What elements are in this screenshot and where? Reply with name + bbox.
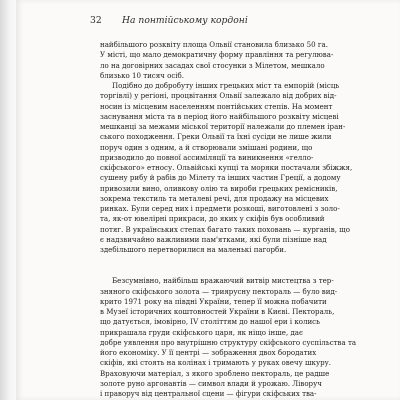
text-line: прикрашала груди скіфського царя, як ніщо інше, дає <box>100 327 303 337</box>
text-line: У місті, що мало демократичну форму правління та регулюва- <box>100 50 334 60</box>
text-line: ло на договірних засадах свої стосунки з Мілетом, мешкало <box>100 60 325 70</box>
text-line: здебільшого перетворилися на маленькі пагорби. <box>100 245 287 254</box>
text-line: золоте руно аргонавтів — символ влади й урожаю. Ліворуч <box>100 378 322 388</box>
text-line: поруч один з одним, а й створювали змішані родини, що <box>100 142 313 152</box>
text-line: зняного скіфського золота — триярусну пектораль — було вид- <box>100 286 338 296</box>
text-line: Безсумнівно, найбільш вражаючий витвір мистецтва з тер- <box>112 276 334 286</box>
text-line: Враховуючи матеріал, з якого зроблено пектораль, це радше <box>100 368 330 378</box>
text-line: носин із місцевим населенням понтійських степів. На момент <box>100 101 333 111</box>
text-line: ринках. Були серед них і предмети розкоші, виготовлені з золо- <box>100 204 340 213</box>
text-line: мешканці за межами міської території належали до племен іран- <box>100 122 346 131</box>
running-head <box>0 14 400 28</box>
text-line: близько 10 тисяч осіб. <box>100 70 185 80</box>
text-line: торгівлі) у регіоні, процвітання Ольвії залежало від добрих від- <box>100 91 337 101</box>
text-line: призводило до повної ассиміляції та виникнення «гелло- <box>100 152 314 162</box>
text-line: Подібно до добробуту інших грецьких міст та емпорій (місць <box>112 81 340 90</box>
text-line: є надзвичайно важливими пам'ятками, які були пізніше над <box>100 234 327 244</box>
text-line: привозили вино, оливкову олію та вироби грецьких ремісників, <box>100 183 338 193</box>
text-line: добре уявлення про внутрішню структуру скіфського суспільства та <box>100 337 357 347</box>
text-line: що датується, імовірно, IV століттям до нашої ери і колись <box>100 317 320 327</box>
text-line: скіфського» етносу. Ольвійські купці та моряки постачали збіжжя, <box>100 163 353 172</box>
text-line: потяг. В українських степах багато таких поховань — курганів, що <box>100 224 350 234</box>
chapter-title: На понтійському кордоні <box>122 15 248 26</box>
body-text <box>100 40 357 398</box>
text-line: сушену рибу й рабів до Мілету та інших частин Греції, а додому <box>100 173 341 183</box>
text-line: скіфів, які стоять на колінах і тримають у руках овечу шкуру. <box>100 358 331 368</box>
paragraph-gap <box>100 255 314 276</box>
text-line: зокрема текстиль та металеві речі, для продажу на місцевих <box>100 193 329 203</box>
text-line: в Музеї історичних коштовностей України в Києві. Пектораль, <box>100 307 335 316</box>
text-line: заснування міста та в період його найбільшого розквіту місцеві <box>100 111 339 121</box>
text-line: найбільшого розквіту площа Ольвії становила близько 50 га. <box>100 40 328 49</box>
text-line: його економіку. У її центрі — зображення двох бородатих <box>100 348 317 357</box>
text-line: крито 1971 року на півдні України, тепер її можна побачити <box>100 296 327 306</box>
page-number: 32 <box>90 15 102 26</box>
text-line: та, як-от ювелірні прикраси, до яких у скіфів був особливий <box>100 214 325 224</box>
text-line: ського походження. Греки Ольвії та їхні сусіди не лише жили <box>100 132 332 142</box>
text-line: і праворуч від центральної сцени — фігури скіфських тва- <box>100 389 317 398</box>
